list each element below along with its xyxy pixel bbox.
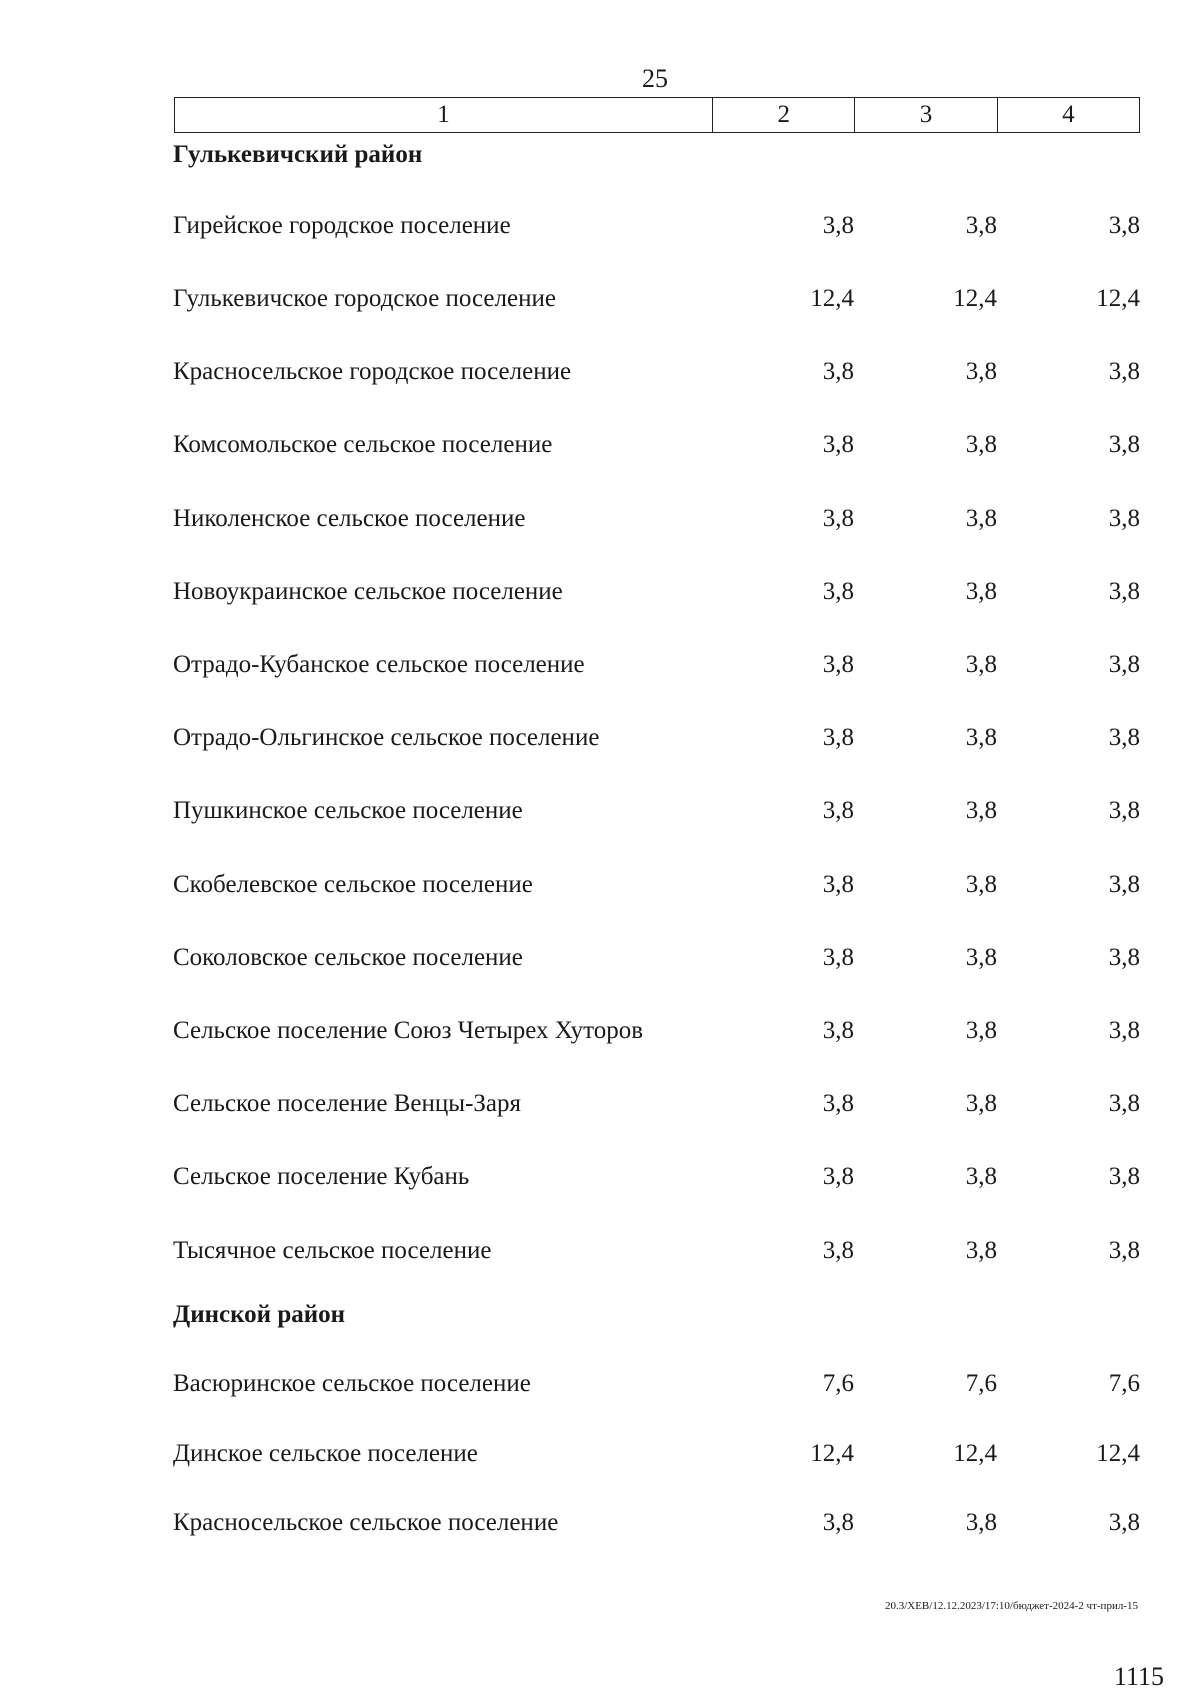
table-row xyxy=(0,208,1200,244)
column-header-3: 3 xyxy=(855,98,997,133)
value-col-3: 3,8 xyxy=(965,1017,997,1044)
table-row xyxy=(0,793,1200,829)
value-col-3: 3,8 xyxy=(965,578,997,605)
page-number-top: 25 xyxy=(642,64,668,93)
settlement-name: Тысячное сельское поселение xyxy=(173,1237,492,1264)
value-col-2: 3,8 xyxy=(822,1237,854,1264)
value-col-2: 3,8 xyxy=(822,212,854,239)
settlement-name: Пушкинское сельское поселение xyxy=(173,797,523,824)
table-row xyxy=(0,940,1200,976)
table-row xyxy=(0,1233,1200,1269)
settlement-name: Комсомольское сельское поселение xyxy=(173,431,553,458)
value-col-3: 3,8 xyxy=(965,431,997,458)
settlement-name: Красносельское городское поселение xyxy=(173,358,572,385)
value-col-3: 12,4 xyxy=(953,1440,997,1467)
value-col-4: 3,8 xyxy=(1108,797,1140,824)
section-title: Динской район xyxy=(173,1301,346,1328)
settlement-name: Николенское сельское поселение xyxy=(173,505,526,532)
table-row xyxy=(0,1436,1200,1472)
settlement-name: Скобелевское сельское поселение xyxy=(173,871,533,898)
value-col-2: 3,8 xyxy=(822,797,854,824)
value-col-3: 3,8 xyxy=(965,1509,997,1536)
value-col-2: 7,6 xyxy=(822,1370,854,1397)
table-row xyxy=(0,1159,1200,1195)
value-col-2: 3,8 xyxy=(822,505,854,532)
value-col-4: 3,8 xyxy=(1108,871,1140,898)
value-col-3: 3,8 xyxy=(965,212,997,239)
value-col-3: 3,8 xyxy=(965,871,997,898)
value-col-2: 3,8 xyxy=(822,1090,854,1117)
value-col-4: 12,4 xyxy=(1096,1440,1140,1467)
section-title: Гулькевичский район xyxy=(173,141,423,168)
table-row xyxy=(0,354,1200,390)
value-col-4: 12,4 xyxy=(1096,285,1140,312)
table-row xyxy=(0,574,1200,610)
value-col-4: 3,8 xyxy=(1108,212,1140,239)
value-col-4: 3,8 xyxy=(1108,944,1140,971)
settlement-name: Соколовское сельское поселение xyxy=(173,944,523,971)
column-header-2: 2 xyxy=(713,98,855,133)
table-row xyxy=(0,1086,1200,1122)
value-col-2: 3,8 xyxy=(822,944,854,971)
settlement-name: Новоукраинское сельское поселение xyxy=(173,578,563,605)
value-col-3: 3,8 xyxy=(965,944,997,971)
column-header-4: 4 xyxy=(997,98,1139,133)
table-row xyxy=(0,281,1200,317)
table-row xyxy=(0,1013,1200,1049)
value-col-4: 3,8 xyxy=(1108,1017,1140,1044)
value-col-2: 3,8 xyxy=(822,1163,854,1190)
value-col-2: 3,8 xyxy=(822,578,854,605)
value-col-2: 3,8 xyxy=(822,651,854,678)
value-col-4: 3,8 xyxy=(1108,724,1140,751)
settlement-name: Отрадо-Ольгинское сельское поселение xyxy=(173,724,600,751)
page-number-bottom: 1115 xyxy=(1113,1662,1164,1691)
table-row xyxy=(0,501,1200,537)
value-col-2: 3,8 xyxy=(822,1017,854,1044)
value-col-3: 3,8 xyxy=(965,1237,997,1264)
value-col-2: 3,8 xyxy=(822,1509,854,1536)
settlement-name: Гирейское городское поселение xyxy=(173,212,511,239)
table-row xyxy=(0,867,1200,903)
table-row xyxy=(0,1505,1200,1541)
value-col-2: 3,8 xyxy=(822,871,854,898)
value-col-4: 3,8 xyxy=(1108,431,1140,458)
column-header-1: 1 xyxy=(175,98,713,133)
table-row xyxy=(0,1366,1200,1402)
settlement-name: Отрадо-Кубанское сельское поселение xyxy=(173,651,585,678)
value-col-3: 3,8 xyxy=(965,505,997,532)
settlement-name: Динское сельское поселение xyxy=(173,1440,478,1467)
table-row xyxy=(0,720,1200,756)
value-col-2: 3,8 xyxy=(822,431,854,458)
value-col-3: 3,8 xyxy=(965,358,997,385)
value-col-3: 3,8 xyxy=(965,797,997,824)
value-col-4: 3,8 xyxy=(1108,1163,1140,1190)
value-col-2: 3,8 xyxy=(822,724,854,751)
value-col-4: 3,8 xyxy=(1108,358,1140,385)
value-col-4: 3,8 xyxy=(1108,1509,1140,1536)
settlement-name: Васюринское сельское поселение xyxy=(173,1370,531,1397)
table-row xyxy=(0,647,1200,683)
settlement-name: Красносельское сельское поселение xyxy=(173,1509,559,1536)
value-col-3: 3,8 xyxy=(965,651,997,678)
value-col-3: 3,8 xyxy=(965,1090,997,1117)
value-col-2: 12,4 xyxy=(810,1440,854,1467)
value-col-3: 3,8 xyxy=(965,724,997,751)
value-col-2: 12,4 xyxy=(810,285,854,312)
value-col-2: 3,8 xyxy=(822,358,854,385)
table-row xyxy=(0,427,1200,463)
value-col-4: 3,8 xyxy=(1108,1090,1140,1117)
value-col-4: 3,8 xyxy=(1108,651,1140,678)
value-col-4: 3,8 xyxy=(1108,578,1140,605)
value-col-3: 12,4 xyxy=(953,285,997,312)
value-col-4: 3,8 xyxy=(1108,505,1140,532)
settlement-name: Сельское поселение Венцы-Заря xyxy=(173,1090,522,1117)
settlement-name: Сельское поселение Союз Четырех Хуторов xyxy=(173,1017,644,1044)
document-code: 20.3/ХЕВ/12.12.2023/17:10/бюджет-2024-2 чт-прил-15 xyxy=(884,1600,1138,1612)
settlement-name: Сельское поселение Кубань xyxy=(173,1163,470,1190)
value-col-3: 7,6 xyxy=(965,1370,997,1397)
value-col-3: 3,8 xyxy=(965,1163,997,1190)
settlement-name: Гулькевичское городское поселение xyxy=(173,285,556,312)
value-col-4: 7,6 xyxy=(1108,1370,1140,1397)
value-col-4: 3,8 xyxy=(1108,1237,1140,1264)
